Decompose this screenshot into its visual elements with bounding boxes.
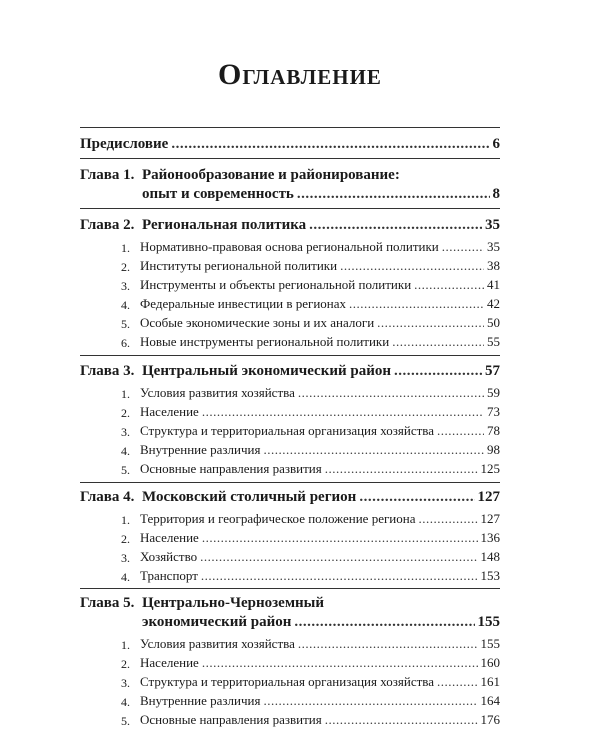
leader-dots — [442, 239, 484, 255]
entry-page: 127 — [480, 511, 500, 526]
entry-label: Внутренние различия — [140, 693, 261, 708]
leader-dots — [202, 530, 478, 546]
toc-entry-section[interactable] — [140, 239, 500, 255]
entry-page: 35 — [485, 217, 500, 233]
entry-page: 50 — [487, 315, 500, 330]
entry-page: 38 — [487, 258, 500, 273]
entry-label: экономический район — [142, 614, 292, 630]
entry-page: 176 — [480, 712, 500, 727]
chapter-number: Глава 3. — [80, 363, 135, 379]
chapter-number: Глава 5. — [80, 595, 135, 611]
leader-dots — [298, 385, 484, 401]
toc-entry-section[interactable] — [140, 385, 500, 401]
section-number: 5. — [121, 463, 130, 477]
section-number: 3. — [121, 279, 130, 293]
toc-entry-section[interactable] — [140, 404, 500, 420]
leader-dots — [437, 674, 477, 690]
entry-page: 127 — [477, 489, 500, 505]
entry-label: Структура и территориальная организация хозяйства — [140, 423, 435, 438]
divider — [80, 208, 500, 209]
entry-label: Федеральные инвестиции в регионах — [140, 296, 347, 311]
leader-dots — [171, 136, 489, 153]
section-number: 3. — [121, 425, 130, 439]
section-number: 4. — [121, 570, 130, 584]
toc-entry-section[interactable] — [140, 461, 500, 477]
entry-page: 153 — [480, 568, 500, 583]
divider — [80, 482, 500, 483]
entry-label: Инструменты и объекты региональной политики — [140, 277, 412, 292]
toc-entry-section[interactable] — [140, 277, 500, 293]
entry-label: Условия развития хозяйства — [140, 636, 295, 651]
entry-page: 148 — [480, 549, 500, 564]
entry-page: 59 — [487, 385, 500, 400]
leader-dots — [200, 549, 477, 565]
chapter-number: Глава 2. — [80, 217, 135, 233]
toc-entry-section[interactable] — [140, 655, 500, 671]
entry-label: Московский столичный регион — [142, 489, 357, 505]
entry-label: Население — [140, 530, 199, 545]
section-number: 5. — [121, 714, 130, 728]
section-number: 3. — [121, 551, 130, 565]
entry-page: 57 — [485, 363, 500, 379]
entry-page: 155 — [477, 614, 500, 630]
leader-dots — [309, 217, 482, 234]
leader-dots — [325, 712, 478, 728]
chapter-number: Глава 4. — [80, 489, 135, 505]
entry-page: 136 — [480, 530, 500, 545]
toc-entry-section[interactable] — [140, 511, 500, 527]
entry-label: опыт и современность — [142, 186, 294, 202]
entry-page: 42 — [487, 296, 500, 311]
section-number: 1. — [121, 241, 130, 255]
toc-entry-chapter-3[interactable] — [142, 363, 500, 380]
toc-entry-section[interactable] — [140, 442, 500, 458]
entry-page: 78 — [487, 423, 500, 438]
chapter-title-line[interactable]: Центрально-Черноземный — [142, 595, 325, 611]
toc-entry-chapter-2[interactable] — [142, 217, 500, 234]
toc-entry-section[interactable] — [140, 674, 500, 690]
divider — [80, 588, 500, 589]
toc-entry-section[interactable] — [140, 296, 500, 312]
leader-dots — [418, 511, 477, 527]
entry-label: Особые экономические зоны и их аналоги — [140, 315, 375, 330]
toc-entry-chapter-4[interactable] — [142, 489, 500, 506]
page-title: Оглавление — [218, 58, 382, 91]
leader-dots — [202, 404, 484, 420]
entry-page: 8 — [492, 186, 500, 202]
toc-entry-section[interactable] — [140, 258, 500, 274]
entry-page: 161 — [480, 674, 500, 689]
entry-label: Институты региональной политики — [140, 258, 338, 273]
entry-label: Основные направления развития — [140, 712, 322, 727]
entry-page: 160 — [480, 655, 500, 670]
section-number: 5. — [121, 317, 130, 331]
section-number: 3. — [121, 676, 130, 690]
leader-dots — [394, 363, 482, 380]
leader-dots — [297, 186, 490, 203]
entry-page: 6 — [492, 136, 500, 152]
entry-page: 55 — [487, 334, 500, 349]
entry-label: Население — [140, 404, 199, 419]
toc-entry-section[interactable] — [140, 568, 500, 584]
entry-label: Хозяйство — [140, 549, 198, 564]
leader-dots — [263, 442, 484, 458]
leader-dots — [377, 315, 484, 331]
leader-dots — [349, 296, 484, 312]
entry-page: 73 — [487, 404, 500, 419]
toc-entry-section[interactable] — [140, 636, 500, 652]
leader-dots — [298, 636, 478, 652]
leader-dots — [392, 334, 484, 350]
toc-entry-section[interactable] — [140, 334, 500, 350]
entry-label: Структура и территориальная организация хозяйства — [140, 674, 435, 689]
section-number: 2. — [121, 260, 130, 274]
toc-entry-section[interactable] — [140, 530, 500, 546]
toc-entry-chapter-5[interactable] — [142, 614, 500, 631]
entry-page: 41 — [487, 277, 500, 292]
section-number: 2. — [121, 406, 130, 420]
entry-label: Центральный экономический район — [142, 363, 391, 379]
entry-page: 35 — [487, 239, 500, 254]
divider — [80, 355, 500, 356]
toc-entry-section[interactable] — [140, 693, 500, 709]
toc-entry-section[interactable] — [140, 712, 500, 728]
entry-page: 125 — [480, 461, 500, 476]
entry-page: 98 — [487, 442, 500, 457]
entry-label: Основные направления развития — [140, 461, 322, 476]
section-number: 4. — [121, 298, 130, 312]
entry-page: 155 — [480, 636, 500, 651]
leader-dots — [414, 277, 484, 293]
leader-dots — [325, 461, 478, 477]
section-number: 6. — [121, 336, 130, 350]
toc-entry-chapter-1[interactable] — [142, 186, 500, 203]
toc-entry-section[interactable] — [140, 315, 500, 331]
chapter-title-line[interactable]: Районообразование и районирование: — [142, 167, 400, 183]
entry-label: Предисловие — [80, 136, 169, 152]
divider — [80, 127, 500, 128]
entry-page: 164 — [480, 693, 500, 708]
section-number: 2. — [121, 657, 130, 671]
leader-dots — [263, 693, 477, 709]
toc-entry-section[interactable] — [140, 423, 500, 439]
entry-label: Население — [140, 655, 199, 670]
leader-dots — [294, 614, 474, 631]
entry-label: Нормативно-правовая основа региональной политики — [140, 239, 439, 254]
section-number: 4. — [121, 444, 130, 458]
toc-entry-section[interactable] — [140, 549, 500, 565]
section-number: 4. — [121, 695, 130, 709]
chapter-number: Глава 1. — [80, 167, 135, 183]
leader-dots — [359, 489, 474, 506]
entry-label: Внутренние различия — [140, 442, 261, 457]
section-number: 2. — [121, 532, 130, 546]
entry-label: Территория и географическое положение региона — [140, 511, 416, 526]
leader-dots — [340, 258, 484, 274]
entry-label: Условия развития хозяйства — [140, 385, 295, 400]
toc-entry-preface[interactable] — [80, 136, 500, 153]
leader-dots — [437, 423, 484, 439]
leader-dots — [202, 655, 478, 671]
section-number: 1. — [121, 387, 130, 401]
entry-label: Новые инструменты региональной политики — [140, 334, 390, 349]
section-number: 1. — [121, 638, 130, 652]
section-number: 1. — [121, 513, 130, 527]
entry-label: Транспорт — [140, 568, 198, 583]
divider — [80, 158, 500, 159]
leader-dots — [201, 568, 478, 584]
entry-label: Региональная политика — [142, 217, 307, 233]
